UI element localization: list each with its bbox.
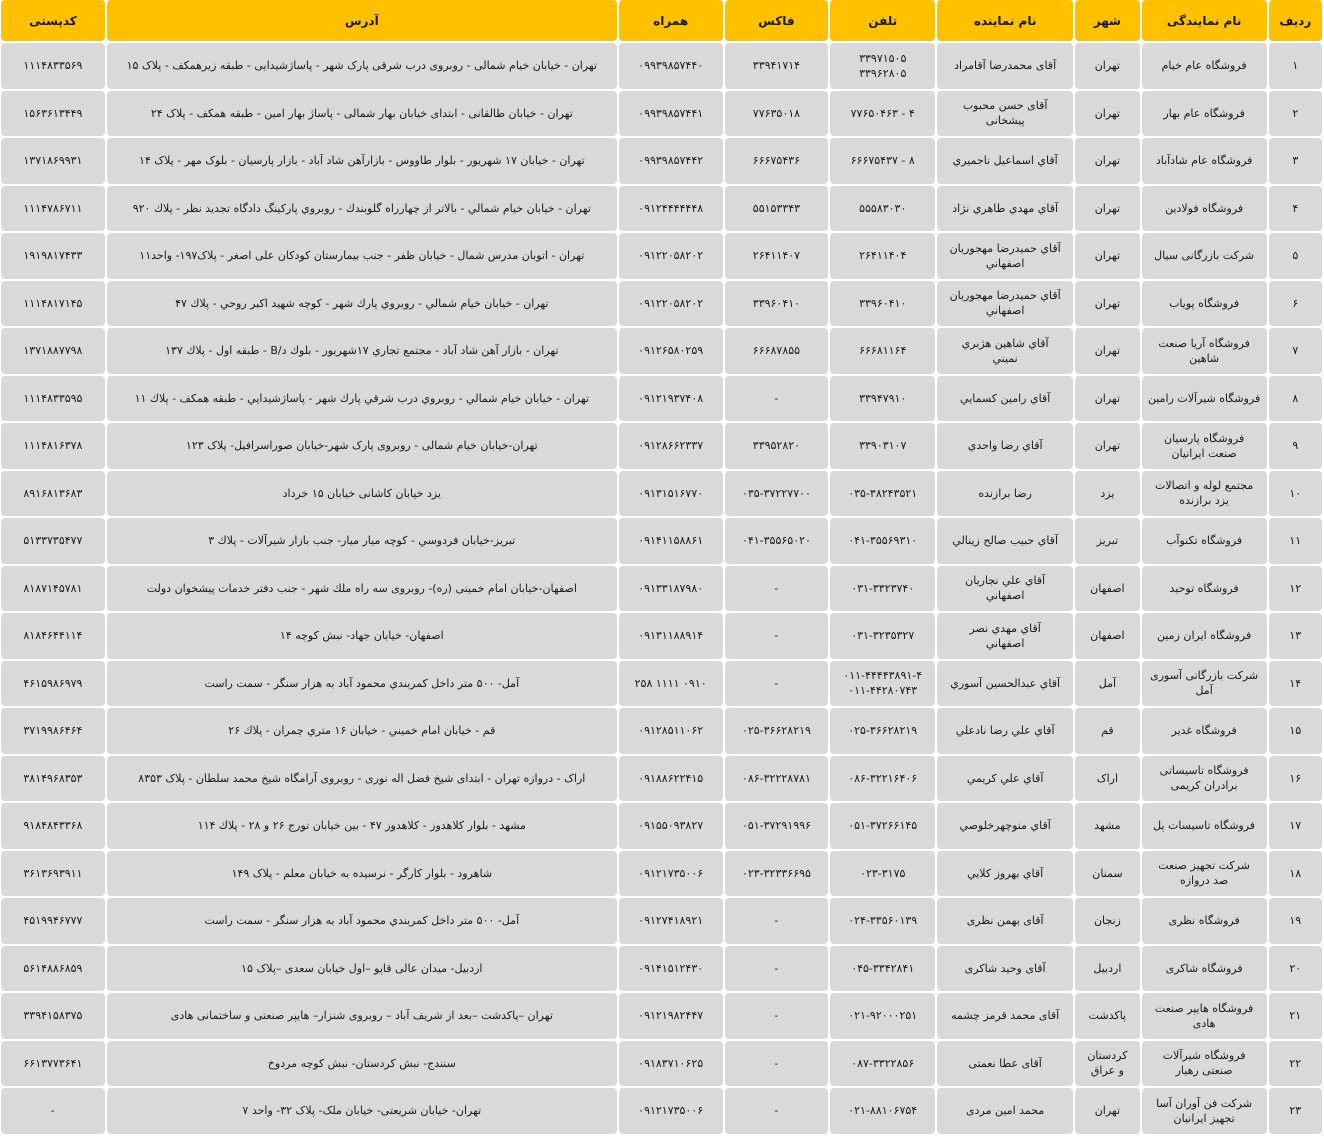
cell-representative: آقای محمد قرمز چشمه [937,993,1073,1039]
cell-postal-code: ۱۳۷۱۸۸۷۷۹۸ [1,328,105,374]
cell-address: شاهرود - بلوار کارگر - نرسیده به خیابان معلم - پلاک ۱۴۹ [107,851,617,897]
cell-postal-code: ۱۵۶۳۶۱۳۴۴۹ [1,91,105,137]
cell-address: تهران –پاکدشت –بعد از شریف آباد – روبروی شنزار– هایپر صنعتی و ساختمانی هادی [107,993,617,1039]
cell-dealer-name: فروشگاه ایران زمین [1142,613,1267,659]
cell-row-number: ۵ [1269,233,1322,279]
cell-city: تهران [1075,233,1139,279]
cell-dealer-name: فروشگاه عام شادآباد [1142,138,1267,184]
cell-address: سنندج- نبش کردستان- نبش کوچه مردوخ [107,1041,617,1087]
cell-fax: ۲۶۴۱۱۴۰۷ [725,233,829,279]
cell-row-number: ۴ [1269,186,1322,232]
cell-postal-code: ۳۷۱۹۹۸۶۴۶۴ [1,708,105,754]
cell-mobile: ۰۹۱۲۲۰۵۸۲۰۲ [619,233,723,279]
cell-dealer-name: شرکت بازرگانی سیال [1142,233,1267,279]
table-row [1,233,1322,279]
cell-representative: آقاي مهدي نصر اصفهاني [937,613,1073,659]
cell-row-number: ۱۸ [1269,851,1322,897]
cell-fax: ۵۵۱۵۳۳۴۳ [725,186,829,232]
cell-phone: ۰۵۱-۳۷۲۶۶۱۴۵ [830,803,935,849]
cell-address: تهران - خیابان طالقانی - ابتدای خیابان بهار شمالی - پاساژ بهار امین - طبقه همکف - پلاک ۲۴ [107,91,617,137]
cell-representative: آقاي مهدي طاهري نژاد [937,186,1073,232]
cell-row-number: ۱۶ [1269,756,1322,802]
cell-dealer-name: فروشگاه شاکری [1142,946,1267,992]
cell-mobile: ۰۹۱۲۲۰۵۸۲۰۲ [619,281,723,327]
cell-city: تهران [1075,91,1139,137]
cell-fax: - [725,993,829,1039]
cell-postal-code: ۶۶۱۳۷۷۳۶۴۱ [1,1041,105,1087]
cell-city: اصفهان [1075,613,1139,659]
cell-row-number: ۳ [1269,138,1322,184]
cell-representative: محمد امین مردی [937,1088,1073,1134]
cell-address: آمل- ۵۰۰ متر داخل كمربندي محمود آباد به هزار سنگر - سمت راست [107,661,617,707]
cell-postal-code: ۴۶۱۵۹۸۶۹۷۹ [1,661,105,707]
cell-postal-code: - [1,1088,105,1134]
cell-postal-code: ۱۳۷۱۸۶۹۹۳۱ [1,138,105,184]
cell-mobile: ۰۹۱۲۸۶۶۲۳۳۷ [619,423,723,469]
cell-fax: - [725,946,829,992]
cell-dealer-name: فروشگاه هایپر صنعت هادی [1142,993,1267,1039]
table-row [1,613,1322,659]
cell-address: تهران-خیابان خیام شمالی - روبروی پارک شهر-خیابان صوراسرافیل- پلاک ۱۲۳ [107,423,617,469]
cell-address: یزد خیابان کاشانی خیابان ۱۵ خرداد [107,471,617,517]
cell-fax: - [725,1041,829,1087]
cell-row-number: ۱۴ [1269,661,1322,707]
cell-city: تهران [1075,186,1139,232]
cell-phone: ۰۳۱-۳۲۳۵۳۲۷ [830,613,935,659]
table-row [1,661,1322,707]
table-row [1,898,1322,944]
cell-row-number: ۱۷ [1269,803,1322,849]
cell-row-number: ۲ [1269,91,1322,137]
cell-representative: آقاي منوچهرخلوصي [937,803,1073,849]
cell-city: اراک [1075,756,1139,802]
cell-row-number: ۱۰ [1269,471,1322,517]
cell-city: اردبیل [1075,946,1139,992]
table-row [1,281,1322,327]
cell-representative: آقای محمدرضا آقامراد [937,43,1073,89]
table-row [1,518,1322,564]
cell-postal-code: ۸۱۸۴۶۴۴۱۱۴ [1,613,105,659]
cell-row-number: ۱۱ [1269,518,1322,564]
cell-phone: ۰۲۳-۳۱۷۵ [830,851,935,897]
cell-city: تهران [1075,281,1139,327]
cell-postal-code: ۹۱۸۴۸۴۳۳۶۸ [1,803,105,849]
table-row [1,43,1322,89]
cell-row-number: ۷ [1269,328,1322,374]
cell-address: اصفهان- خيابان جهاد- نبش كوچه ۱۴ [107,613,617,659]
cell-representative: آقاي رضا واحدي [937,423,1073,469]
cell-address: تبريز-خيابان فردوسي - كوچه ميار ميار- جنب بازار شيرآلات - پلاك ۳ [107,518,617,564]
cell-row-number: ۲۲ [1269,1041,1322,1087]
cell-dealer-name: فروشگاه توحید [1142,566,1267,612]
table-row [1,946,1322,992]
cell-phone: ۰۴۱-۳۵۵۶۹۳۱۰ [830,518,935,564]
cell-phone: ۳۳۹۷۱۵۰۵ ۳۳۹۶۲۸۰۵ [830,43,935,89]
cell-address: تهران - خيابان خيام شمالي - بالاتر از چهارراه گلوبندك - روبروي پاركينگ دادگاه تجديد نظر - پلاك ۹۲۰ [107,186,617,232]
cell-representative: رضا برازنده [937,471,1073,517]
cell-fax: ۰۴۱-۳۵۵۶۵۰۲۰ [725,518,829,564]
cell-address: آمل- ۵۰۰ متر داخل كمربندي محمود آباد به هزار سنگر - سمت راست [107,898,617,944]
cell-fax: ۶۶۶۸۷۸۵۵ [725,328,829,374]
cell-mobile: ۰۹۱۴۱۱۵۸۸۶۱ [619,518,723,564]
cell-fax: - [725,376,829,422]
cell-address: تهران - بازار آهن شاد آباد - مجتمع تجاري ۱۷شهريور - بلوك د/B - طبقه اول - پلاك ۱۳۷ [107,328,617,374]
cell-phone: ۰۲۴-۳۳۵۶۰۱۳۹ [830,898,935,944]
cell-dealer-name: فروشگاه پارسیان صنعت ایرانیان [1142,423,1267,469]
cell-mobile: ۰۹۱۲۱۷۳۵۰۰۶ [619,1088,723,1134]
cell-phone: ۲۶۴۱۱۴۰۴ [830,233,935,279]
cell-representative: آقاي عبدالحسين آسوري [937,661,1073,707]
cell-city: تهران [1075,328,1139,374]
cell-representative: آقاي بهروز كلايي [937,851,1073,897]
cell-city: اصفهان [1075,566,1139,612]
header-representative: نام نماینده [937,0,1073,41]
cell-fax: ۰۸۶-۳۲۲۲۸۷۸۱ [725,756,829,802]
cell-mobile: ۰۹۹۳۹۸۵۷۴۴۰ [619,43,723,89]
cell-city: تهران [1075,138,1139,184]
cell-row-number: ۹ [1269,423,1322,469]
cell-postal-code: ۱۱۱۴۸۱۷۱۴۵ [1,281,105,327]
cell-address: تهران - اتوبان مدرس شمال - خیابان ظفر - جنب بیمارستان کودکان علی اصغر - پلاک۱۹۷- واحد۱۱ [107,233,617,279]
cell-mobile: ۰۹۱۲۱۹۸۲۴۴۷ [619,993,723,1039]
header-mobile: همراه [619,0,723,41]
cell-mobile: ۰۹۱۲۶۵۸۰۲۵۹ [619,328,723,374]
cell-postal-code: ۸۱۸۷۱۴۵۷۸۱ [1,566,105,612]
header-fax: فاکس [725,0,829,41]
cell-city: یزد [1075,471,1139,517]
cell-representative: آقاي علي رضا نادعلي [937,708,1073,754]
cell-address: تهران - خیابان ۱۷ شهریور - بلوار طاووس - بازارآهن شاد آباد - بازار پارسیان - بلوک مهر - پلاک ۱۴ [107,138,617,184]
cell-phone: ۳۳۹۴۷۹۱۰ [830,376,935,422]
cell-address: تهران - خیابان خیام شمالی - روبروی درب شرقی پارک شهر - پاساژشیدایی - طبقه زیرهمکف - پلاک ۱۵ [107,43,617,89]
cell-dealer-name: فروشگاه تاسیساتی برادران کریمی [1142,756,1267,802]
cell-address: اراک - دروازه تهران - ابتدای شیخ فضل اله نوری - روبروی آرامگاه شیخ محمد سلطان - پلاک ۸۳۵۳ [107,756,617,802]
cell-postal-code: ۳۶۱۳۶۹۳۹۱۱ [1,851,105,897]
cell-fax: - [725,613,829,659]
cell-representative: آقاي علي نجاريان اصفهاني [937,566,1073,612]
cell-address: تهران - خيابان خيام شمالي - روبروي پارك شهر - كوچه شهيد اكبر روحي - پلاك ۴۷ [107,281,617,327]
cell-city: تهران [1075,423,1139,469]
table-row [1,186,1322,232]
cell-city: کردستان و عراق [1075,1041,1139,1087]
cell-phone: ۴ - ۷۷۶۵۰۴۶۳ [830,91,935,137]
cell-fax: ۳۳۹۶۰۴۱۰ [725,281,829,327]
cell-city: تبریز [1075,518,1139,564]
cell-row-number: ۸ [1269,376,1322,422]
cell-fax: ۶۶۶۷۵۴۳۶ [725,138,829,184]
cell-mobile: ۰۹۱۰ ۱۱۱۱ ۲۵۸ [619,661,723,707]
cell-city: زنجان [1075,898,1139,944]
cell-dealer-name: فروشگاه عام بهار [1142,91,1267,137]
cell-dealer-name: فروشگاه تکنوآب [1142,518,1267,564]
cell-mobile: ۰۹۱۸۳۷۱۰۶۲۵ [619,1041,723,1087]
cell-phone: ۰۸۶-۳۲۲۱۶۴۰۶ [830,756,935,802]
cell-address: اردبیل- میدان عالی قاپو –اول خیابان سعدی –پلاک ۱۵ [107,946,617,992]
cell-representative: آقاي اسماعیل ناجمیري [937,138,1073,184]
cell-city: پاکدشت [1075,993,1139,1039]
cell-mobile: ۰۹۱۲۱۷۳۵۰۰۶ [619,851,723,897]
cell-fax: ۰۵۱-۳۷۲۹۱۹۹۶ [725,803,829,849]
cell-postal-code: ۱۹۱۹۸۱۷۴۳۳ [1,233,105,279]
cell-fax: - [725,661,829,707]
cell-address: مشهد - بلوار كلاهدوز - كلاهدوز ۴۷ - بين خيابان تورج ۲۶ و ۲۸ - پلاك ۱۱۴ [107,803,617,849]
table-row [1,566,1322,612]
cell-row-number: ۱۵ [1269,708,1322,754]
cell-phone: ۰۲۵-۳۶۶۲۸۲۱۹ [830,708,935,754]
cell-dealer-name: فروشگاه شیرآلات رامین [1142,376,1267,422]
cell-address: قم - خيابان امام خميني - خيابان ۱۶ متري چمران - پلاك ۲۶ [107,708,617,754]
header-phone: تلفن [830,0,935,41]
cell-postal-code: ۵۱۳۳۷۳۵۴۷۷ [1,518,105,564]
cell-representative: آقاي علي كريمي [937,756,1073,802]
table-row [1,423,1322,469]
cell-representative: آقای وحید شاکری [937,946,1073,992]
cell-city: تهران [1075,1088,1139,1134]
cell-representative: آقاي حبيب صالح زينالي [937,518,1073,564]
cell-phone: ۶۶۶۸۱۱۶۴ [830,328,935,374]
header-row-number: ردیف [1269,0,1322,41]
cell-city: سمنان [1075,851,1139,897]
cell-phone: ۰۳۵-۳۸۲۴۳۵۲۱ [830,471,935,517]
cell-dealer-name: فروشگاه پویاب [1142,281,1267,327]
cell-fax: ۳۳۹۴۱۷۱۴ [725,43,829,89]
cell-postal-code: ۸۹۱۶۸۱۳۶۸۳ [1,471,105,517]
cell-mobile: ۰۹۱۳۱۵۱۶۷۷۰ [619,471,723,517]
cell-row-number: ۱۲ [1269,566,1322,612]
cell-mobile: ۰۹۱۲۸۵۱۱۰۶۲ [619,708,723,754]
cell-postal-code: ۱۱۱۴۸۱۶۳۷۸ [1,423,105,469]
cell-fax: ۰۲۵-۳۶۶۲۸۲۱۹ [725,708,829,754]
cell-phone: ۸ - ۶۶۶۷۵۴۳۷ [830,138,935,184]
cell-row-number: ۱ [1269,43,1322,89]
header-address: آدرس [107,0,617,41]
cell-phone: ۰۳۱-۳۳۲۳۷۴۰ [830,566,935,612]
table-row [1,1088,1322,1134]
table-row [1,1041,1322,1087]
cell-mobile: ۰۹۹۳۹۸۵۷۴۴۲ [619,138,723,184]
cell-dealer-name: فروشگاه تاسیسات پل [1142,803,1267,849]
cell-mobile: ۰۹۱۳۳۱۸۷۹۸۰ [619,566,723,612]
cell-address: اصفهان-خیابان امام خمینی (ره)- روبروی سه راه ملك شهر - جنب دفتر خدمات پیشخوان دولت [107,566,617,612]
cell-representative: آقای حسن محبوب پیشخانی [937,91,1073,137]
cell-phone: ۳۳۹۶۰۴۱۰ [830,281,935,327]
cell-dealer-name: فروشگاه شیرآلات صنعتی رهیار [1142,1041,1267,1087]
table-row [1,91,1322,137]
cell-postal-code: ۳۳۹۴۱۵۸۳۷۵ [1,993,105,1039]
cell-mobile: ۰۹۹۳۹۸۵۷۴۴۱ [619,91,723,137]
cell-representative: آقاي شاهين هژبري نميني [937,328,1073,374]
cell-dealer-name: مجتمع لوله و اتصالات یزد برازنده [1142,471,1267,517]
cell-phone: ۰۱۱-۴۴۴۴۳۸۹۱-۴ ۰۱۱-۴۴۲۸۰۷۴۳ [830,661,935,707]
table-row [1,328,1322,374]
cell-fax: ۷۷۶۳۵۰۱۸ [725,91,829,137]
cell-postal-code: ۱۱۱۴۷۸۶۷۱۱ [1,186,105,232]
cell-mobile: ۰۹۱۸۸۶۲۲۴۱۵ [619,756,723,802]
cell-representative: آقای بهمن نظری [937,898,1073,944]
cell-representative: آقاي حميدرضا مهجوريان اصفهاني [937,281,1073,327]
cell-postal-code: ۱۱۱۴۸۳۳۵۹۵ [1,376,105,422]
table-row [1,993,1322,1039]
table-body [1,43,1322,1134]
table-row [1,851,1322,897]
cell-representative: آقای عطا نعمتی [937,1041,1073,1087]
table-header-row [1,0,1322,41]
cell-phone: ۰۸۷-۳۳۲۲۸۵۶ [830,1041,935,1087]
table-row [1,138,1322,184]
cell-address: تهران- خیابان شریعتی- خیابان ملک- پلاک ۳۲- واحد ۷ [107,1088,617,1134]
cell-postal-code: ۳۸۱۴۹۶۸۳۵۳ [1,756,105,802]
cell-fax: - [725,1088,829,1134]
cell-dealer-name: فروشگاه غدیر [1142,708,1267,754]
cell-representative: آقاي رامين كسمايي [937,376,1073,422]
cell-row-number: ۱۳ [1269,613,1322,659]
cell-fax: ۰۲۳-۳۲۳۳۶۶۹۵ [725,851,829,897]
cell-dealer-name: فروشگاه فولادین [1142,186,1267,232]
cell-mobile: ۰۹۱۲۷۴۱۸۹۲۱ [619,898,723,944]
header-city: شهر [1075,0,1139,41]
cell-dealer-name: فروشگاه آریا صنعت شاهین [1142,328,1267,374]
cell-row-number: ۲۱ [1269,993,1322,1039]
cell-dealer-name: شرکت فن آوران آسا تجهیز ایرانیان [1142,1088,1267,1134]
cell-phone: ۰۴۵-۳۳۴۲۸۴۱ [830,946,935,992]
cell-postal-code: ۴۵۱۹۹۴۶۷۷۷ [1,898,105,944]
cell-row-number: ۲۰ [1269,946,1322,992]
cell-representative: آقاي حميدرضا مهجوريان اصفهاني [937,233,1073,279]
cell-fax: - [725,898,829,944]
cell-row-number: ۶ [1269,281,1322,327]
table-row [1,708,1322,754]
table-row [1,803,1322,849]
cell-postal-code: ۵۶۱۴۸۸۶۸۵۹ [1,946,105,992]
cell-dealer-name: شرکت بازرگانی آسوری آمل [1142,661,1267,707]
header-dealer-name: نام نمایندگی [1142,0,1267,41]
table-row [1,756,1322,802]
cell-address: تهران - خيابان خيام شمالي - روبروي درب شرقي پارك شهر - پاساژشيدايي - طبقه همكف - پلاك ۱۱ [107,376,617,422]
cell-mobile: ۰۹۱۲۴۴۴۴۴۴۸ [619,186,723,232]
table-row [1,376,1322,422]
cell-city: آمل [1075,661,1139,707]
cell-postal-code: ۱۱۱۴۸۳۳۵۶۹ [1,43,105,89]
table-row [1,471,1322,517]
cell-mobile: ۰۹۱۵۵۰۹۳۸۲۷ [619,803,723,849]
cell-phone: ۰۲۱-۸۸۱۰۶۷۵۴ [830,1088,935,1134]
cell-phone: ۳۳۹۰۳۱۰۷ [830,423,935,469]
header-postal-code: کدپستی [1,0,105,41]
cell-fax: - [725,566,829,612]
cell-mobile: ۰۹۱۲۱۹۳۷۴۰۸ [619,376,723,422]
cell-city: تهران [1075,43,1139,89]
cell-city: تهران [1075,376,1139,422]
cell-city: قم [1075,708,1139,754]
cell-fax: ۳۳۹۵۲۸۲۰ [725,423,829,469]
cell-phone: ۰۲۱-۹۲۰۰۰۲۵۱ [830,993,935,1039]
cell-mobile: ۰۹۱۴۱۵۱۲۴۳۰ [619,946,723,992]
cell-city: مشهد [1075,803,1139,849]
cell-dealer-name: فروشگاه نظری [1142,898,1267,944]
cell-phone: ۵۵۵۸۳۰۳۰ [830,186,935,232]
cell-dealer-name: شرکت تجهیز صنعت صد دروازه [1142,851,1267,897]
cell-dealer-name: فروشگاه عام خیام [1142,43,1267,89]
cell-row-number: ۱۹ [1269,898,1322,944]
cell-fax: ۰۳۵-۳۷۲۲۷۷۰۰ [725,471,829,517]
cell-row-number: ۲۳ [1269,1088,1322,1134]
cell-mobile: ۰۹۱۳۱۱۸۸۹۱۴ [619,613,723,659]
